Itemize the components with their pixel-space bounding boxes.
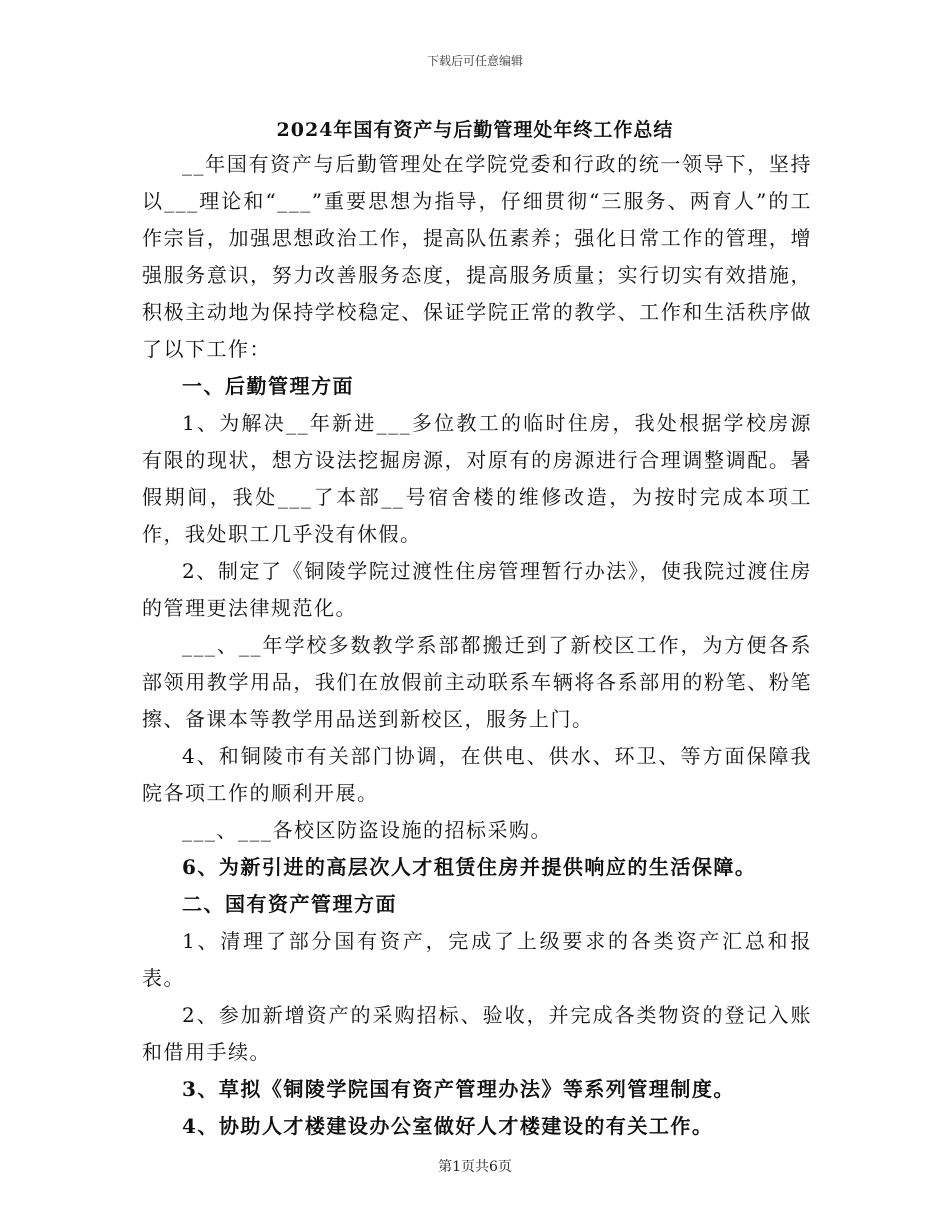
logistics-item-2: 2、制定了《铜陵学院过渡性住房管理暂行办法》，使我院过渡住房的管理更法律规范化。: [142, 559, 812, 620]
page-number: 第1页共6页: [438, 1159, 512, 1175]
logistics-item-3: ___、__年学校多数教学系部都搬迁到了新校区工作，为方便各系部领用教学用品，我们在放假前主动联系车辆将各系部用的粉笔、粉笔擦、备课本等教学用品送到新校区，服务上门。: [142, 633, 812, 731]
assets-item-4: 4、协助人才楼建设办公室做好人才楼建设的有关工作。: [182, 1114, 714, 1138]
logistics-item-4: 4、和铜陵市有关部门协调，在供电、供水、环卫、等方面保障我院各项工作的顺利开展。: [142, 744, 812, 805]
intro-paragraph: __年国有资产与后勤管理处在学院党委和行政的统一领导下，坚持以___理论和“___”重要思想为指导，仔细贯彻“三服务、两育人”的工作宗旨，加强思想政治工作，提高队伍素养；强化日常工作的管理，增强服务意识，努力改善服务态度，提高服务质量；实行切实有效措施，积极主动地为保持学校稳定、保证学院正常的教学、工作和生活秩序做了以下工作：: [142, 152, 812, 361]
assets-item-1: 1、清理了部分国有资产，完成了上级要求的各类资产汇总和报表。: [142, 929, 812, 990]
assets-item-3: 3、草拟《铜陵学院国有资产管理办法》等系列管理制度。: [182, 1077, 735, 1101]
document-body: [142, 146, 812, 1145]
section-heading-logistics: 一、后勤管理方面: [182, 374, 354, 398]
logistics-item-5: ___、___各校区防盗设施的招标采购。: [182, 818, 552, 842]
logistics-item-1: 1、为解决__年新进___多位教工的临时住房，我处根据学校房源有限的现状，想方设法挖掘房源，对原有的房源进行合理调整调配。暑假期间，我处___了本部__号宿舍楼的维修改造，为按时完成本项工作，我处职工几乎没有休假。: [142, 411, 812, 546]
document-title: 2024年国有资产与后勤管理处年终工作总结: [276, 119, 674, 141]
download-note: 下载后可任意编辑: [426, 54, 523, 68]
assets-item-2: 2、参加新增资产的采购招标、验收，并完成各类物资的登记入账和借用手续。: [142, 1003, 812, 1064]
logistics-item-6: 6、为新引进的高层次人才租赁住房并提供响应的生活保障。: [182, 855, 757, 879]
section-heading-assets: 二、国有资产管理方面: [182, 892, 397, 916]
